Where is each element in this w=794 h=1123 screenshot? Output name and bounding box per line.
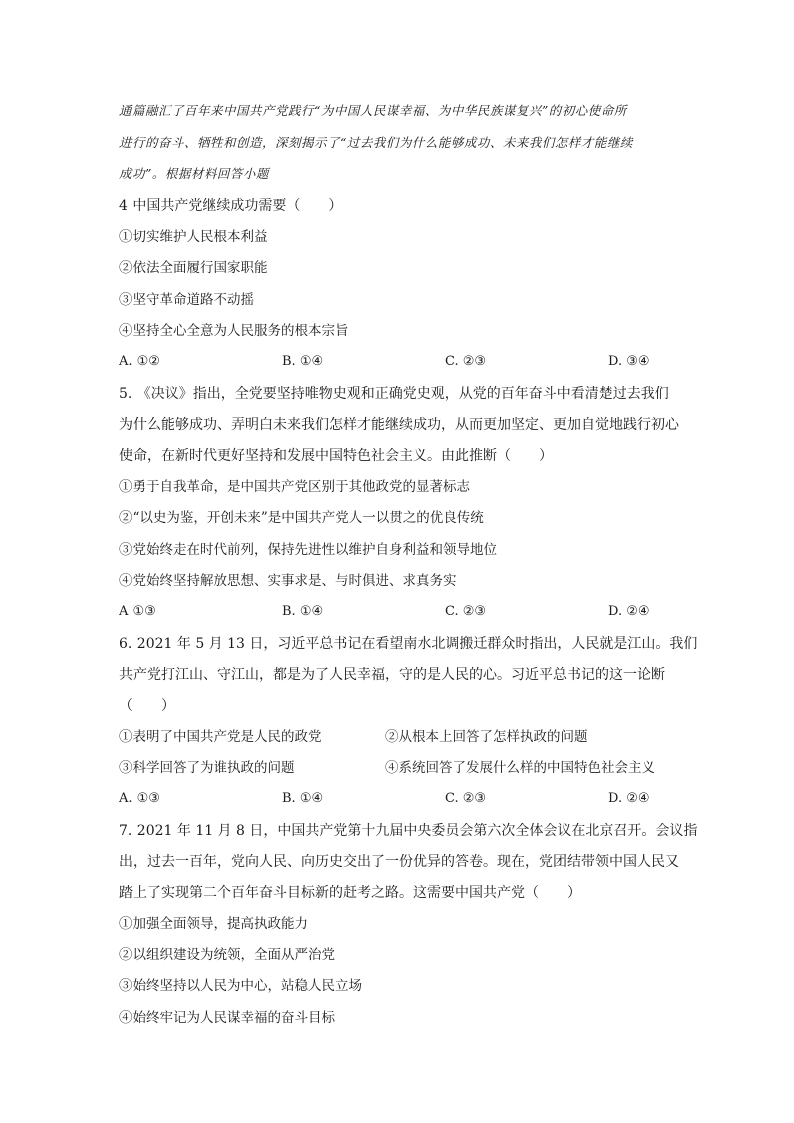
question-5-stem: 为什么能够成功、弄明白未来我们怎样才能继续成功，从而更加坚定、更加自觉地践行初心	[119, 417, 679, 433]
question-5-stem: 5. 《决议》指出，全党要坚持唯物史观和正确党史观，从党的百年奋斗中看清楚过去我们	[119, 386, 669, 402]
option-d[interactable]: D. ③④	[608, 354, 650, 369]
option-b[interactable]: B. ①④	[282, 354, 324, 369]
intro-line: 成功”。根据材料回答小题	[119, 166, 269, 181]
intro-line: 通篇融汇了百年来中国共产党践行“为中国人民谋幸福、为中华民族谋复兴”的初心使命所	[119, 103, 627, 118]
q5-options	[119, 602, 679, 622]
q4-options	[119, 352, 679, 372]
question-4-stem: 4 中国共产党继续成功需要（ ）	[119, 198, 343, 214]
q6-items-row	[119, 727, 679, 747]
q6-items-row	[119, 758, 679, 778]
q4-item: ②依法全面履行国家职能	[119, 260, 268, 276]
option-b[interactable]: B. ①④	[282, 791, 324, 806]
q6-item: ②从根本上回答了怎样执政的问题	[385, 729, 588, 745]
q7-item: ②以组织建设为统领，全面从严治党	[119, 947, 335, 963]
q4-item: ④坚持全心全意为人民服务的根本宗旨	[119, 323, 349, 339]
option-b[interactable]: B. ①④	[282, 604, 324, 619]
question-7-stem: 7. 2021 年 11 月 8 日，中国共产党第十九届中央委员会第六次全体会议在北京召开。会议指	[119, 823, 698, 839]
question-6-stem: （ ）	[119, 698, 175, 714]
q4-item: ③坚守革命道路不动摇	[119, 292, 254, 308]
q6-item: ③科学回答了为谁执政的问题	[119, 760, 295, 776]
question-7-stem: 出，过去一百年，党向人民、向历史交出了一份优异的答卷。现在，党团结带领中国人民又	[119, 854, 679, 870]
option-d[interactable]: D. ②④	[608, 791, 650, 806]
question-7-stem: 踏上了实现第二个百年奋斗目标新的赶考之路。这需要中国共产党（ ）	[119, 885, 581, 901]
q4-item: ①切实维护人民根本利益	[119, 229, 268, 245]
q6-item: ①表明了中国共产党是人民的政党	[119, 729, 322, 745]
option-c[interactable]: C. ②③	[445, 354, 487, 369]
q6-options	[119, 789, 679, 809]
q5-item: ①勇于自我革命，是中国共产党区别于其他政党的显著标志	[119, 479, 470, 495]
option-a[interactable]: A. ①③	[119, 791, 160, 806]
option-c[interactable]: C. ②③	[445, 791, 487, 806]
q7-item: ④始终牢记为人民谋幸福的奋斗目标	[119, 1010, 335, 1026]
option-a[interactable]: A. ①②	[119, 354, 160, 369]
option-d[interactable]: D. ②④	[608, 604, 650, 619]
intro-line: 进行的奋斗、牺牲和创造，深刻揭示了“过去我们为什么能够成功、未来我们怎样才能继续	[119, 135, 633, 150]
question-6-stem: 共产党打江山、守江山，都是为了人民幸福，守的是人民的心。习近平总书记的这一论断	[119, 667, 665, 683]
q6-item: ④系统回答了发展什么样的中国特色社会主义	[385, 760, 655, 776]
q5-item: ②“以史为鉴，开创未来”是中国共产党人一以贯之的优良传统	[119, 510, 484, 526]
option-c[interactable]: C. ②③	[445, 604, 487, 619]
question-6-stem: 6. 2021 年 5 月 13 日，习近平总书记在看望南水北调搬迁群众时指出，人民就是江山。我们	[119, 636, 698, 652]
question-5-stem: 使命，在新时代更好坚持和发展中国特色社会主义。由此推断（ ）	[119, 448, 553, 464]
q5-item: ③党始终走在时代前列，保持先进性以维护自身利益和领导地位	[119, 542, 497, 558]
q7-item: ③始终坚持以人民为中心，站稳人民立场	[119, 978, 362, 994]
q7-item: ①加强全面领导，提高执政能力	[119, 916, 308, 932]
option-a[interactable]: A ①③	[119, 604, 156, 619]
q5-item: ④党始终坚持解放思想、实事求是、与时俱进、求真务实	[119, 573, 457, 589]
